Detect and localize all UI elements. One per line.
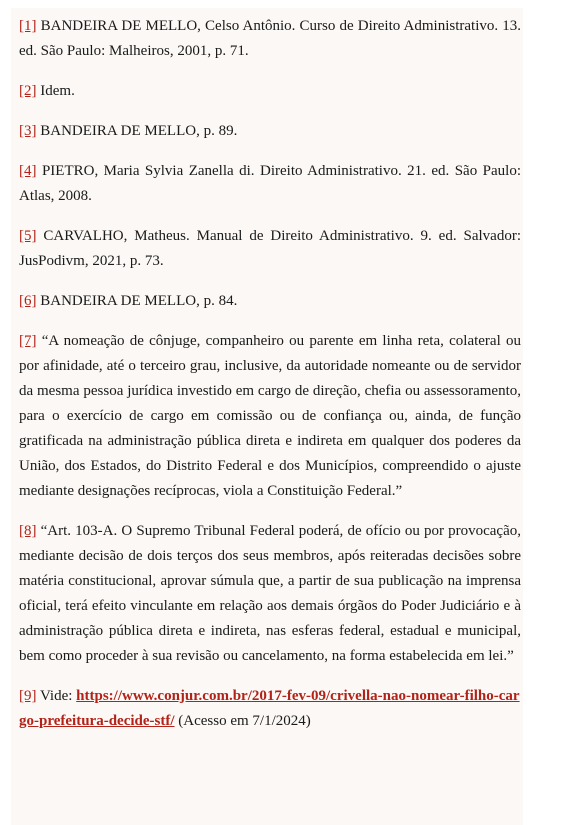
- footnote-8-ref-link[interactable]: [8]: [19, 523, 37, 539]
- footnote-8-text: “Art. 103-A. O Supremo Tribunal Federal poderá, de ofício ou por provocação, mediante decisão de dois terços dos seus membros, após reiteradas decisões sobre matéria constitucional, aprovar súmula que, a partir de sua publicação na imprensa oficial, terá efeito vinculante em relação aos demais órgãos do Poder Judiciário e à administração pública direta e indireta, nas esferas federal, estadual e municipal, bem como proceder à sua revisão ou cancelamento, na forma estabelecida em lei.”: [19, 523, 521, 664]
- footnote-6-ref-link[interactable]: [6]: [19, 293, 37, 309]
- footnote-4-ref-link[interactable]: [4]: [19, 163, 37, 179]
- footnote-1: [19, 14, 521, 64]
- footnote-5-ref-link[interactable]: [5]: [19, 228, 37, 244]
- footnote-3-text: BANDEIRA DE MELLO, p. 89.: [40, 123, 238, 139]
- footnote-7: [19, 329, 521, 504]
- footnote-4-text: PIETRO, Maria Sylvia Zanella di. Direito Administrativo. 21. ed. São Paulo: Atlas, 2008.: [19, 163, 521, 204]
- footnote-3: [19, 119, 521, 144]
- footnote-2: [19, 79, 521, 104]
- footnote-1-text: BANDEIRA DE MELLO, Celso Antônio. Curso de Direito Administrativo. 13. ed. São Paulo: Malheiros, 2001, p. 71.: [19, 18, 521, 59]
- footnote-9-ref-link[interactable]: [9]: [19, 688, 37, 704]
- footnote-6-text: BANDEIRA DE MELLO, p. 84.: [40, 293, 238, 309]
- footnote-9: [19, 684, 521, 734]
- footnote-5-text: CARVALHO, Matheus. Manual de Direito Administrativo. 9. ed. Salvador: JusPodivm, 2021, p. 73.: [19, 228, 521, 269]
- footnote-6: [19, 289, 521, 314]
- footnote-2-ref-link[interactable]: [2]: [19, 83, 37, 99]
- footnote-9-prefix: Vide:: [39, 688, 73, 704]
- footnote-4: [19, 159, 521, 209]
- footnotes-section: [11, 8, 523, 825]
- footnote-8: [19, 519, 521, 669]
- footnote-3-ref-link[interactable]: [3]: [19, 123, 37, 139]
- footnote-7-ref-link[interactable]: [7]: [19, 333, 37, 349]
- footnote-9-url-link[interactable]: https://www.conjur.com.br/2017-fev-09/crivella-nao-nomear-filho-cargo-prefeitura-decide-stf/: [19, 688, 520, 729]
- footnote-5: [19, 224, 521, 274]
- footnote-1-ref-link[interactable]: [1]: [19, 18, 37, 34]
- footnote-2-text: Idem.: [40, 83, 75, 99]
- footnote-9-suffix: (Acesso em 7/1/2024): [178, 713, 311, 729]
- footnote-7-text: “A nomeação de cônjuge, companheiro ou parente em linha reta, colateral ou por afinidade, até o terceiro grau, inclusive, da autoridade nomeante ou de servidor da mesma pessoa jurídica investido em cargo de direção, chefia ou assessoramento, para o exercício de cargo em comissão ou de confiança ou, ainda, de função gratificada na administração pública direta e indireta em qualquer dos poderes da União, dos Estados, do Distrito Federal e dos Municípios, compreendido o ajuste mediante designações recíprocas, viola a Constituição Federal.”: [19, 333, 522, 499]
